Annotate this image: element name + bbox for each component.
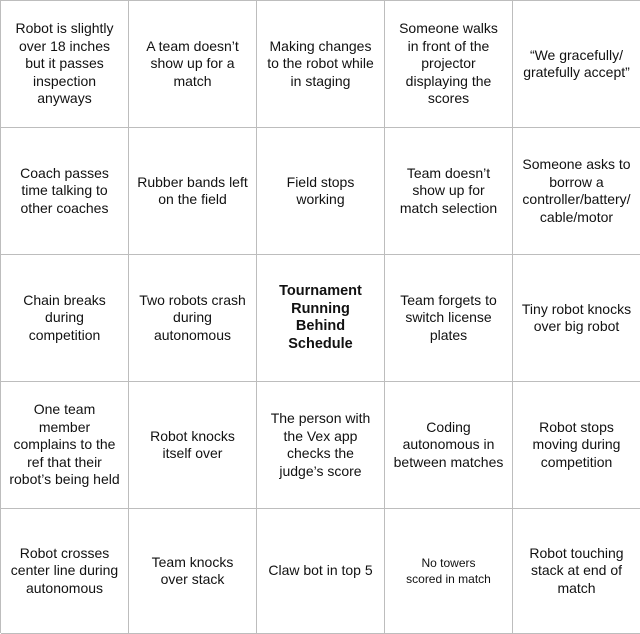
bingo-cell-r2c2[interactable]: Rubber bands left on the field xyxy=(129,128,257,255)
bingo-cell-r2c1[interactable]: Coach passes time talking to other coaches xyxy=(1,128,129,255)
bingo-cell-r5c5[interactable]: Robot touching stack at end of match xyxy=(513,509,640,634)
bingo-cell-r3c1[interactable]: Chain breaks during competition xyxy=(1,255,129,382)
bingo-cell-r4c1[interactable]: One team member complains to the ref that their robot’s being held xyxy=(1,382,129,509)
bingo-cell-r5c3[interactable]: Claw bot in top 5 xyxy=(257,509,385,634)
bingo-cell-r1c5[interactable]: “We gracefully/ gratefully accept” xyxy=(513,1,640,128)
bingo-cell-r1c2[interactable]: A team doesn’t show up for a match xyxy=(129,1,257,128)
bingo-cell-r4c3[interactable]: The person with the Vex app checks the judge’s score xyxy=(257,382,385,509)
bingo-cell-r5c4[interactable]: No towers scored in match xyxy=(385,509,513,634)
bingo-cell-r4c2[interactable]: Robot knocks itself over xyxy=(129,382,257,509)
bingo-cell-r4c5[interactable]: Robot stops moving during competition xyxy=(513,382,640,509)
bingo-cell-r2c4[interactable]: Team doesn’t show up for match selection xyxy=(385,128,513,255)
bingo-cell-r2c3[interactable]: Field stops working xyxy=(257,128,385,255)
bingo-cell-r5c1[interactable]: Robot crosses center line during autonomous xyxy=(1,509,129,634)
bingo-free-space[interactable]: Tournament Running Behind Schedule xyxy=(257,255,385,382)
bingo-cell-r4c4[interactable]: Coding autonomous in between matches xyxy=(385,382,513,509)
bingo-cell-r3c2[interactable]: Two robots crash during autonomous xyxy=(129,255,257,382)
bingo-cell-r2c5[interactable]: Someone asks to borrow a controller/battery/ cable/motor xyxy=(513,128,640,255)
bingo-cell-r1c4[interactable]: Someone walks in front of the projector displaying the scores xyxy=(385,1,513,128)
bingo-cell-r3c4[interactable]: Team forgets to switch license plates xyxy=(385,255,513,382)
bingo-cell-r1c3[interactable]: Making changes to the robot while in staging xyxy=(257,1,385,128)
bingo-cell-r3c5[interactable]: Tiny robot knocks over big robot xyxy=(513,255,640,382)
bingo-cell-r5c2[interactable]: Team knocks over stack xyxy=(129,509,257,634)
bingo-cell-r1c1[interactable]: Robot is slightly over 18 inches but it passes inspection anyways xyxy=(1,1,129,128)
